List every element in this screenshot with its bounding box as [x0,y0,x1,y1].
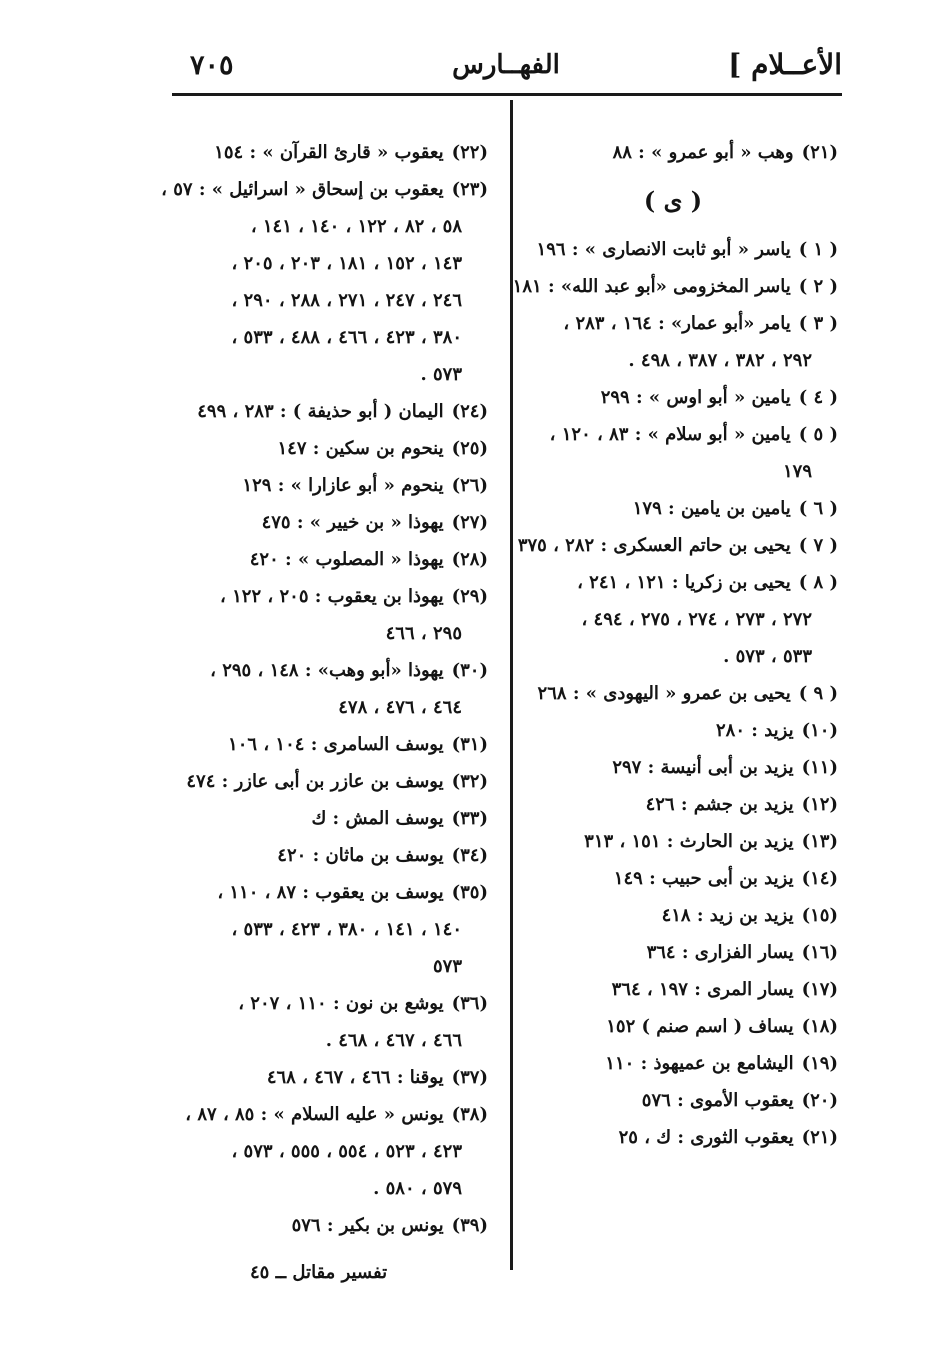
entry-text: يحيى بن زكريا : ١٢١ ، ٢٤١ ، [577,572,791,593]
entry-number: (٢٣) [451,179,488,200]
entry-number: ( ٢ ) [798,276,838,297]
entry-number: (١٤) [801,868,838,889]
right-column [512,134,838,1156]
entry-continuation: ٤٦٦ ، ٤٦٧ ، ٤٦٨ . [325,1030,462,1051]
index-entry [528,1008,838,1045]
entry-text: يحيى بن عمرو « اليهودى » : ٢٦٨ [537,683,791,704]
entry-number: (٣٥) [451,882,488,903]
entry-text: يزيد بن جشم : ٤٢٦ [645,794,794,815]
entry-text: يوسف بن ماثان : ٤٢٠ [277,845,444,866]
entry-number: (٣٤) [451,845,488,866]
index-entry [178,541,488,578]
entry-text: يوسف السامرى : ١٠٤ ، ١٠٦ [228,734,444,755]
index-entry [178,726,488,763]
entry-text: يوسف المش : ك [311,808,444,829]
entry-number: (١٨) [801,1016,838,1037]
index-entry [528,379,838,416]
entry-number: (١١) [801,757,838,778]
entry-number: (١٠) [801,720,838,741]
index-entry [528,675,838,712]
index-entry [178,1207,488,1244]
entry-text: وهب « أبو عمرو » : ٨٨ [612,142,794,163]
header-rule [172,93,842,96]
entry-text: يعقوب الثورى : ك ، ٢٥ [618,1127,794,1148]
entry-number: (١٢) [801,794,838,815]
entry-text: يزيد بن أبى أنيسة : ٢٩٧ [612,757,794,778]
entry-number: (٢٥) [451,438,488,459]
entry-number: ( ٥ ) [798,424,838,445]
index-entry [528,786,838,823]
entry-text: يسار الفزارى : ٣٦٤ [646,942,794,963]
entry-continuation: ١٧٩ [782,461,812,482]
entry-text: اليشامع بن عميهوذ : ١١٠ [605,1053,794,1074]
entry-text: يونس بن بكير : ٥٧٦ [291,1215,444,1236]
entry-number: ( ٩ ) [798,683,838,704]
page-footer: تفسير مقاتل ــ ٤٥ [250,1262,388,1283]
entry-number: (١٦) [801,942,838,963]
entry-text: ياسر المخزومى «أبو عبد الله» : ١٨١ [512,276,791,297]
letter-section-heading: ( ى ) [643,186,703,215]
index-entry [178,504,488,541]
index-entry [178,578,488,652]
index-entry [528,1082,838,1119]
entry-number: (٢٤) [451,401,488,422]
entry-continuation: ٤٢٣ ، ٥٢٣ ، ٥٥٤ ، ٥٥٥ ، ٥٧٣ ، [231,1141,462,1162]
index-entry [178,1096,488,1207]
index-entry [178,837,488,874]
index-entry [528,490,838,527]
entry-continuation: ٢٤٦ ، ٢٤٧ ، ٢٧١ ، ٢٨٨ ، ٢٩٠ ، [231,290,462,311]
entry-number: (٢٢) [451,142,488,163]
entry-continuation: ٢٧٢ ، ٢٧٣ ، ٢٧٤ ، ٢٧٥ ، ٤٩٤ ، [581,609,812,630]
entry-number: (١٣) [801,831,838,852]
entry-continuation: ٥٧٣ . [420,364,462,385]
entry-text: يامر «أبو عمار» : ١٦٤ ، ٢٨٣ ، [563,313,791,334]
entry-number: (٢٩) [451,586,488,607]
left-column [161,134,488,1244]
entry-text: يزيد بن زيد : ٤١٨ [661,905,794,926]
index-entry [528,305,838,379]
index-entry [528,823,838,860]
index-entry [161,171,488,393]
index-entry [528,860,838,897]
entry-text: يسار المرى : ١٩٧ ، ٣٦٤ [611,979,794,1000]
entry-text: يهوذا بن يعقوب : ٢٠٥ ، ١٢٢ ، [220,586,444,607]
entry-text: يعقوب بن إسحاق « اسرائيل » : ٥٧ ، [161,179,444,200]
entry-number: (٣٢) [451,771,488,792]
index-entry [517,527,838,564]
entry-text: يوشع بن نون : ١١٠ ، ٢٠٧ ، [238,993,444,1014]
entry-number: (١٥) [801,905,838,926]
index-entry [178,467,488,504]
entry-text: يزيد : ٢٨٠ [716,720,794,741]
index-entry [528,1119,838,1156]
entry-number: (٢٦) [451,475,488,496]
entry-continuation: ٢٩٥ ، ٤٦٦ [385,623,462,644]
index-entry [178,134,488,171]
index-entry [528,231,838,268]
entry-text: يامين « أبو اوس » : ٢٩٩ [600,387,791,408]
entry-continuation: ٥٣٣ ، ٥٧٣ . [723,646,812,667]
entry-number: ( ٨ ) [798,572,838,593]
entry-number: (٣٣) [451,808,488,829]
entry-text: يزيد بن الحارث : ١٥١ ، ٣١٣ [584,831,794,852]
entry-number: (٢١) [801,142,838,163]
index-entry [528,897,838,934]
chapter-title: الأعــلام ] [728,48,842,81]
entry-number: (٣٧) [451,1067,488,1088]
index-entry [178,393,488,430]
entry-text: يهوذا « بن خيير » : ٤٧٥ [261,512,444,533]
index-entry [528,749,838,786]
entry-text: يساف ( اسم صنم ) ١٥٢ [606,1016,794,1037]
entry-text: يهوذا « المصلوب » : ٤٢٠ [249,549,444,570]
entry-text: يوسف بن عازر بن أبى عازر : ٤٧٤ [186,771,444,792]
entry-text: اليمان ( أبو حذيفة ) : ٢٨٣ ، ٤٩٩ [197,401,444,422]
entry-number: ( ١ ) [798,239,838,260]
entry-text: يزيد بن أبى حبيب : ١٤٩ [613,868,794,889]
page-number: ٧٠٥ [190,50,234,81]
entry-text: ينحوم « أبو عازارا » : ١٢٩ [242,475,444,496]
entry-number: (١٩) [801,1053,838,1074]
entry-continuation: ١٤٣ ، ١٥٢ ، ١٨١ ، ٢٠٣ ، ٢٠٥ ، [231,253,462,274]
page-header [170,36,842,94]
entry-text: يونس « عليه السلام » : ٨٥ ، ٨٧ ، [185,1104,444,1125]
entry-number: (٣١) [451,734,488,755]
entry-continuation: ٤٦٤ ، ٤٧٦ ، ٤٧٨ [338,697,462,718]
index-entry [528,971,838,1008]
entry-number: (٣٠) [451,660,488,681]
entry-continuation: ٣٨٠ ، ٤٢٣ ، ٤٦٦ ، ٤٨٨ ، ٥٣٣ ، [231,327,462,348]
entry-number: ( ٣ ) [798,313,838,334]
index-entry [178,430,488,467]
entry-number: (١٧) [801,979,838,1000]
entry-text: يعقوب الأموى : ٥٧٦ [641,1090,794,1111]
entry-continuation: ١٤٠ ، ١٤١ ، ٣٨٠ ، ٤٢٣ ، ٥٣٣ ، [231,919,462,940]
entry-number: (٣٩) [451,1215,488,1236]
entry-number: (٢٠) [801,1090,838,1111]
index-entry [528,1045,838,1082]
entry-text: يامين « أبو سلام » : ٨٣ ، ١٢٠ ، [549,424,791,445]
entry-continuation: ٥٧٣ [432,956,462,977]
index-entry [528,934,838,971]
index-entry [512,268,838,305]
entry-text: ينحوم بن سكين : ١٤٧ [277,438,444,459]
entry-continuation: ٢٩٢ ، ٣٨٢ ، ٣٨٧ ، ٤٩٨ . [628,350,812,371]
entry-number: ( ٧ ) [798,535,838,556]
entry-number: (٢٨) [451,549,488,570]
index-entry [528,712,838,749]
index-entry [178,763,488,800]
entry-text: يهوذا «أبو وهب» : ١٤٨ ، ٢٩٥ ، [210,660,444,681]
index-entry [528,416,838,490]
index-entry [528,134,838,171]
entry-number: (٢٧) [451,512,488,533]
entry-text: يحيى بن حاتم العسكرى : ٢٨٢ ، ٣٧٥ [517,535,791,556]
entry-text: يوقنا : ٤٦٦ ، ٤٦٧ ، ٤٦٨ [266,1067,444,1088]
entry-number: ( ٦ ) [798,498,838,519]
entry-text: يوسف بن يعقوب : ٨٧ ، ١١٠ ، [217,882,444,903]
entry-number: (٣٦) [451,993,488,1014]
entry-number: (٢١) [801,1127,838,1148]
entry-continuation: ٥٧٩ ، ٥٨٠ . [373,1178,462,1199]
index-entry [178,985,488,1059]
entry-text: يعقوب « قارئ القرآن » : ١٥٤ [214,142,444,163]
index-entry [178,874,488,985]
section-title: الفهــارس [452,50,560,80]
entry-text: يامين بن يامين : ١٧٩ [632,498,791,519]
entry-text: ياسر « أبو ثابت الانصارى » : ١٩٦ [536,239,791,260]
entry-number: (٣٨) [451,1104,488,1125]
index-entry [178,800,488,837]
entry-number: ( ٤ ) [798,387,838,408]
index-entry [178,652,488,726]
index-entry [528,564,838,675]
index-entry [178,1059,488,1096]
entry-continuation: ٥٨ ، ٨٢ ، ١٢٢ ، ١٤٠ ، ١٤١ ، [250,216,462,237]
